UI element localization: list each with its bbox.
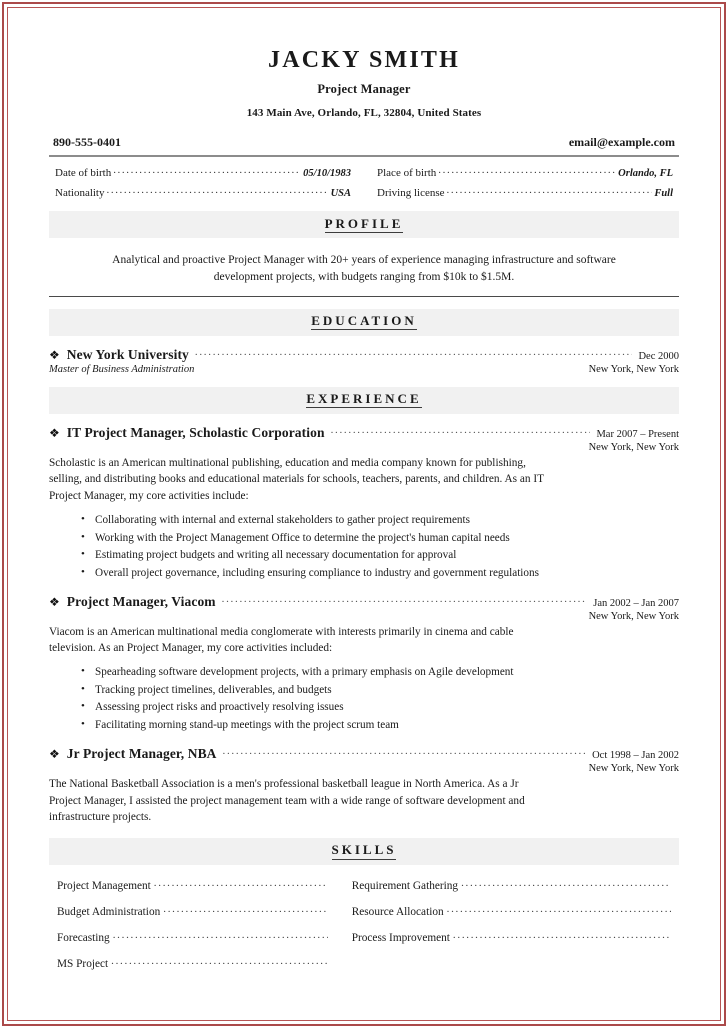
personal-details-row xyxy=(55,166,673,179)
experience-bullet: • Assessing project risks and proactively resolving issues xyxy=(95,699,679,717)
experience-entry xyxy=(49,425,679,583)
education-degree: Master of Business Administration xyxy=(49,363,195,375)
detail-driving-license xyxy=(377,186,673,199)
diamond-bullet-icon: ❖ xyxy=(49,347,60,362)
education-location: New York, New York xyxy=(588,363,679,375)
experience-location: New York, New York xyxy=(588,762,679,774)
experience-entry xyxy=(49,746,679,826)
experience-entry-head xyxy=(49,594,679,610)
personal-details xyxy=(49,166,679,199)
skill-item xyxy=(57,957,352,970)
diamond-bullet-icon: ❖ xyxy=(49,746,60,761)
section-header-profile xyxy=(49,211,679,238)
candidate-address: 143 Main Ave, Orlando, FL, 32804, United States xyxy=(246,107,482,120)
skill-name: Forecasting xyxy=(57,931,110,944)
skills-grid xyxy=(49,879,679,983)
section-header-experience xyxy=(49,387,679,414)
skills-column-right xyxy=(352,879,671,983)
skill-item xyxy=(352,879,671,892)
leader-dots xyxy=(113,931,328,941)
leader-dots xyxy=(447,186,653,196)
detail-value: 05/10/1983 xyxy=(303,168,351,180)
leader-dots xyxy=(113,166,301,176)
resume-header xyxy=(49,47,679,157)
candidate-job-title: Project Manager xyxy=(317,82,411,97)
experience-location: New York, New York xyxy=(588,441,679,453)
skill-name: Resource Allocation xyxy=(351,905,444,918)
experience-bullet: • Estimating project budgets and writing all necessary documentation for approval xyxy=(95,547,679,565)
leader-dots xyxy=(107,186,329,196)
detail-label: Driving license xyxy=(377,187,445,200)
leader-dots xyxy=(222,596,588,606)
detail-place-of-birth xyxy=(377,166,673,179)
experience-title: Project Manager, Viacom xyxy=(66,593,216,609)
experience-bullet: • Spearheading software development projects, with a primary emphasis on Agile development xyxy=(95,664,679,682)
detail-label: Place of birth xyxy=(377,167,437,180)
experience-entry-sub xyxy=(49,442,679,453)
section-title: SKILLS xyxy=(332,843,397,859)
leader-dots xyxy=(154,879,328,889)
skill-item xyxy=(57,905,352,918)
experience-date: Oct 1998 – Jan 2002 xyxy=(592,749,679,761)
detail-label: Date of birth xyxy=(55,167,112,180)
experience-entry xyxy=(49,594,679,735)
detail-label: Nationality xyxy=(55,187,105,200)
detail-value: Full xyxy=(654,188,673,200)
detail-nationality xyxy=(55,186,351,199)
education-entry-head xyxy=(49,347,679,363)
contact-phone: 890-555-0401 xyxy=(53,135,121,150)
experience-bullet: • Working with the Project Management Office to determine the project's human capital needs xyxy=(95,530,679,548)
resume-document xyxy=(9,9,719,1019)
experience-location: New York, New York xyxy=(588,610,679,622)
header-divider xyxy=(49,155,679,157)
section-title: PROFILE xyxy=(325,217,404,233)
experience-bullet: • Tracking project timelines, deliverables, and budgets xyxy=(95,682,679,700)
leader-dots xyxy=(461,879,671,889)
diamond-bullet-icon: ❖ xyxy=(49,594,60,609)
experience-bullet-list xyxy=(49,512,679,583)
detail-date-of-birth xyxy=(55,166,351,179)
skill-item xyxy=(352,931,671,944)
section-header-skills xyxy=(49,838,679,865)
experience-title: Jr Project Manager, NBA xyxy=(66,745,217,761)
education-entry xyxy=(49,347,679,375)
skill-item xyxy=(57,879,352,892)
experience-bullet: • Collaborating with internal and external stakeholders to gather project requirements xyxy=(95,512,679,530)
section-title: EDUCATION xyxy=(311,314,417,330)
personal-details-row xyxy=(55,186,673,199)
experience-date: Mar 2007 – Present xyxy=(596,428,679,440)
education-date: Dec 2000 xyxy=(638,350,679,362)
experience-bullet: • Overall project governance, including ensuring compliance to industry and government regulations xyxy=(95,565,679,583)
leader-dots xyxy=(163,905,327,915)
contact-email: email@example.com xyxy=(568,135,675,150)
leader-dots xyxy=(447,905,671,915)
detail-value: Orlando, FL xyxy=(618,168,673,180)
experience-entry-sub xyxy=(49,763,679,774)
diamond-bullet-icon: ❖ xyxy=(49,425,60,440)
candidate-name: JACKY SMITH xyxy=(268,47,460,73)
experience-title: IT Project Manager, Scholastic Corporation xyxy=(66,424,325,440)
leader-dots xyxy=(331,427,591,437)
experience-bullet-list xyxy=(49,664,679,735)
skill-name: Requirement Gathering xyxy=(351,879,459,892)
skill-name: Budget Administration xyxy=(57,905,161,918)
experience-date: Jan 2002 – Jan 2007 xyxy=(593,597,679,609)
detail-value: USA xyxy=(330,188,351,200)
education-entry-sub xyxy=(49,364,679,375)
experience-entry-head xyxy=(49,746,679,762)
profile-summary: Analytical and proactive Project Manager with 20+ years of experience managing infrastructure and software development projects, with budgets ranging from $10k to $1.5M. xyxy=(112,254,616,284)
education-institution: New York University xyxy=(66,346,189,362)
experience-bullet: • Facilitating morning stand-up meetings with the project scrum team xyxy=(95,717,679,735)
leader-dots xyxy=(111,957,328,967)
leader-dots xyxy=(438,166,616,176)
contact-row xyxy=(49,135,679,150)
experience-entry-head xyxy=(49,425,679,441)
leader-dots xyxy=(453,931,671,941)
profile-divider xyxy=(49,296,679,297)
section-title: EXPERIENCE xyxy=(306,392,421,408)
skill-name: MS Project xyxy=(57,957,109,970)
skill-item xyxy=(352,905,671,918)
section-header-education xyxy=(49,309,679,336)
skills-column-left xyxy=(57,879,352,983)
leader-dots xyxy=(223,748,587,758)
experience-description: The National Basketball Association is a men's professional basketball league in North America. As a Jr Project Manager, I assisted the project management team with a wide range of software development and infrastructure projects. xyxy=(49,777,525,824)
experience-entry-sub xyxy=(49,611,679,622)
experience-description: Scholastic is an American multinational publishing, education and media company known for publishing, selling, and distributing books and educational materials for schools, teachers, parents, and children. As an IT Project Manager, my core activities include: xyxy=(49,456,544,503)
experience-description: Viacom is an American multinational media conglomerate with interests primarily in cinema and cable television. As an Project Manager, my core activities included: xyxy=(49,625,514,655)
skill-item xyxy=(57,931,352,944)
skill-name: Project Management xyxy=(57,879,151,892)
leader-dots xyxy=(195,349,633,359)
skill-name: Process Improvement xyxy=(351,931,450,944)
